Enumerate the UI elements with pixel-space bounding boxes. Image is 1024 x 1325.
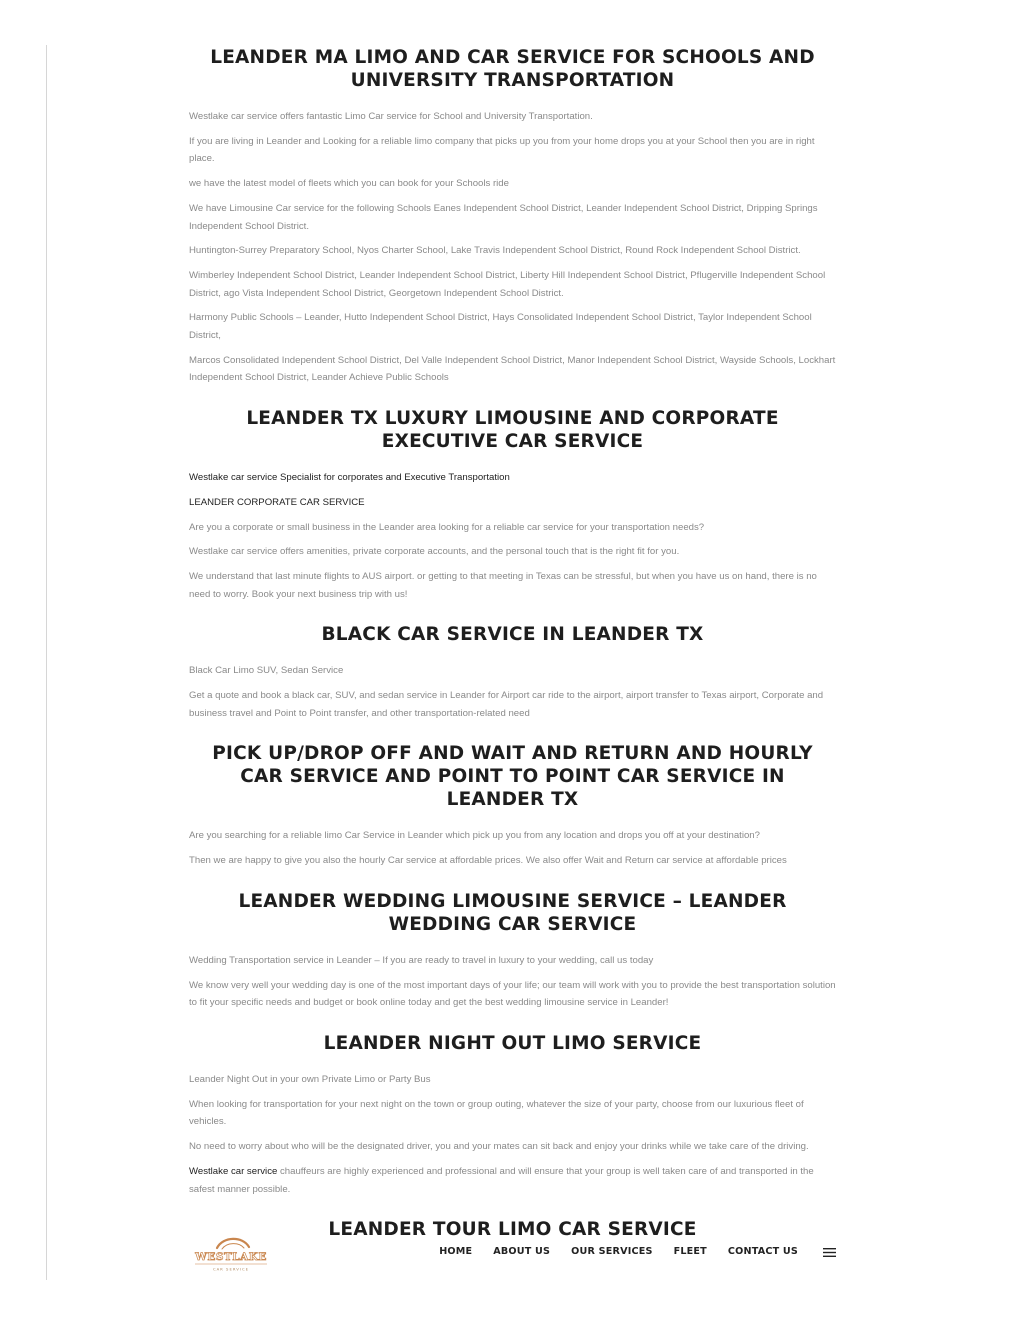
paragraph: Wimberley Independent School District, Leander Independent School District, Liberty Hill Independent School District, Pflugerville Independent School District, ago Vista Independent School District, Georgetown Independent School District. [189, 269, 826, 299]
left-vertical-rule [46, 45, 47, 1280]
paragraph: If you are living in Leander and Looking for a reliable limo company that picks up you from your home drops you at your School then you are in right place. [189, 135, 815, 165]
hamburger-menu-icon[interactable] [823, 1246, 836, 1259]
westlake-logo[interactable] [189, 1234, 273, 1274]
logo-wordmark: WESTLAKE [195, 1251, 267, 1263]
nav-fleet[interactable]: FLEET [673, 1246, 707, 1257]
nav-home[interactable]: HOME [439, 1246, 473, 1257]
heading-pickup-dropoff: PICK UP/DROP OFF AND WAIT AND RETURN AND HOURLY CAR SERVICE AND POINT TO POINT CAR SERVICE IN LEANDER TX [212, 743, 813, 811]
paragraph: Then we are happy to give you also the hourly Car service at affordable prices. We also offer Wait and Return car service at affordable prices [189, 855, 787, 867]
heading-schools: LEANDER MA LIMO AND CAR SERVICE FOR SCHOOLS AND UNIVERSITY TRANSPORTATION [210, 47, 815, 91]
heading-tour: LEANDER TOUR LIMO CAR SERVICE [328, 1219, 697, 1241]
paragraph: Get a quote and book a black car, SUV, and sedan service in Leander for Airport car ride to the airport, airport transfer to Texas airport, Corporate and business travel and Point to Point transfer, and other transportation-related need [189, 690, 824, 719]
nav-links [439, 1246, 798, 1257]
heading-black-car: BLACK CAR SERVICE IN LEANDER TX [321, 624, 704, 646]
logo-subtitle: CAR SERVICE [212, 1266, 250, 1272]
paragraph: Black Car Limo SUV, Sedan Service [189, 665, 344, 677]
westlake-link[interactable]: Westlake car service [189, 1165, 278, 1177]
paragraph: We have Limousine Car service for the following Schools Eanes Independent School District, Leander Independent School District, Dripping Springs Independent School District. [189, 202, 818, 232]
paragraph: When looking for transportation for your next night on the town or group outing, whatever the size of your party, choose from our luxurious fleet of vehicles. [189, 1098, 804, 1128]
paragraph: Harmony Public Schools – Leander, Hutto Independent School District, Hays Consolidated Independent School District, Taylor Independent School District, [189, 312, 812, 342]
paragraph: Westlake car service Specialist for corporates and Executive Transportation [189, 472, 510, 484]
paragraph: We understand that last minute flights to AUS airport. or getting to that meeting in Texas can be stressful, but when you have us on hand, there is no need to worry. Book your next business trip with us! [189, 570, 817, 600]
paragraph: Westlake car service offers fantastic Limo Car service for School and University Transportation. [189, 111, 593, 122]
paragraph: We know very well your wedding day is one of the most important days of your life; our team will work with you to provide the best transportation solution to fit your specific needs and budget or book online today and get the best wedding limousine service in Leander! [189, 979, 836, 1009]
nav-contact-us[interactable]: CONTACT US [727, 1246, 798, 1257]
main-content [189, 46, 836, 1241]
heading-corporate: LEANDER TX LUXURY LIMOUSINE AND CORPORATE EXECUTIVE CAR SERVICE [246, 408, 779, 453]
paragraph: Are you a corporate or small business in the Leander area looking for a reliable car service for your transportation needs? [189, 521, 705, 533]
paragraph: Marcos Consolidated Independent School District, Del Valle Independent School District, Manor Independent School District, Wayside Schools, Lockhart Independent School District, Leander Achieve Public Schools [189, 354, 836, 384]
paragraph: we have the latest model of fleets which you can book for your Schools ride [189, 178, 509, 190]
heading-wedding: LEANDER WEDDING LIMOUSINE SERVICE – LEANDER WEDDING CAR SERVICE [238, 890, 787, 935]
paragraph: Wedding Transportation service in Leander – If you are ready to travel in luxury to your wedding, call us today [189, 954, 654, 966]
paragraph [189, 1163, 836, 1198]
paragraph: No need to worry about who will be the designated driver, you and your mates can sit back and enjoy your drinks while we take care of the driving. [189, 1141, 809, 1153]
paragraph-text: chauffeurs are highly experienced and professional and will ensure that your group is well taken care of and transported in the safest manner possible. [189, 1165, 814, 1195]
paragraph: Huntington-Surrey Preparatory School, Nyos Charter School, Lake Travis Independent School District, Round Rock Independent School District. [189, 245, 801, 257]
nav-our-services[interactable]: OUR SERVICES [571, 1246, 653, 1257]
paragraph: LEANDER CORPORATE CAR SERVICE [189, 496, 365, 508]
main-navigation [189, 1232, 836, 1276]
paragraph: Are you searching for a reliable limo Car Service in Leander which pick up you from any location and drops you off at your destination? [189, 830, 760, 842]
nav-about-us[interactable]: ABOUT US [493, 1246, 551, 1257]
paragraph: Leander Night Out in your own Private Limo or Party Bus [189, 1073, 431, 1085]
paragraph: Westlake car service offers amenities, private corporate accounts, and the personal touch that is the right fit for you. [189, 546, 680, 558]
heading-night-out: LEANDER NIGHT OUT LIMO SERVICE [323, 1032, 702, 1054]
